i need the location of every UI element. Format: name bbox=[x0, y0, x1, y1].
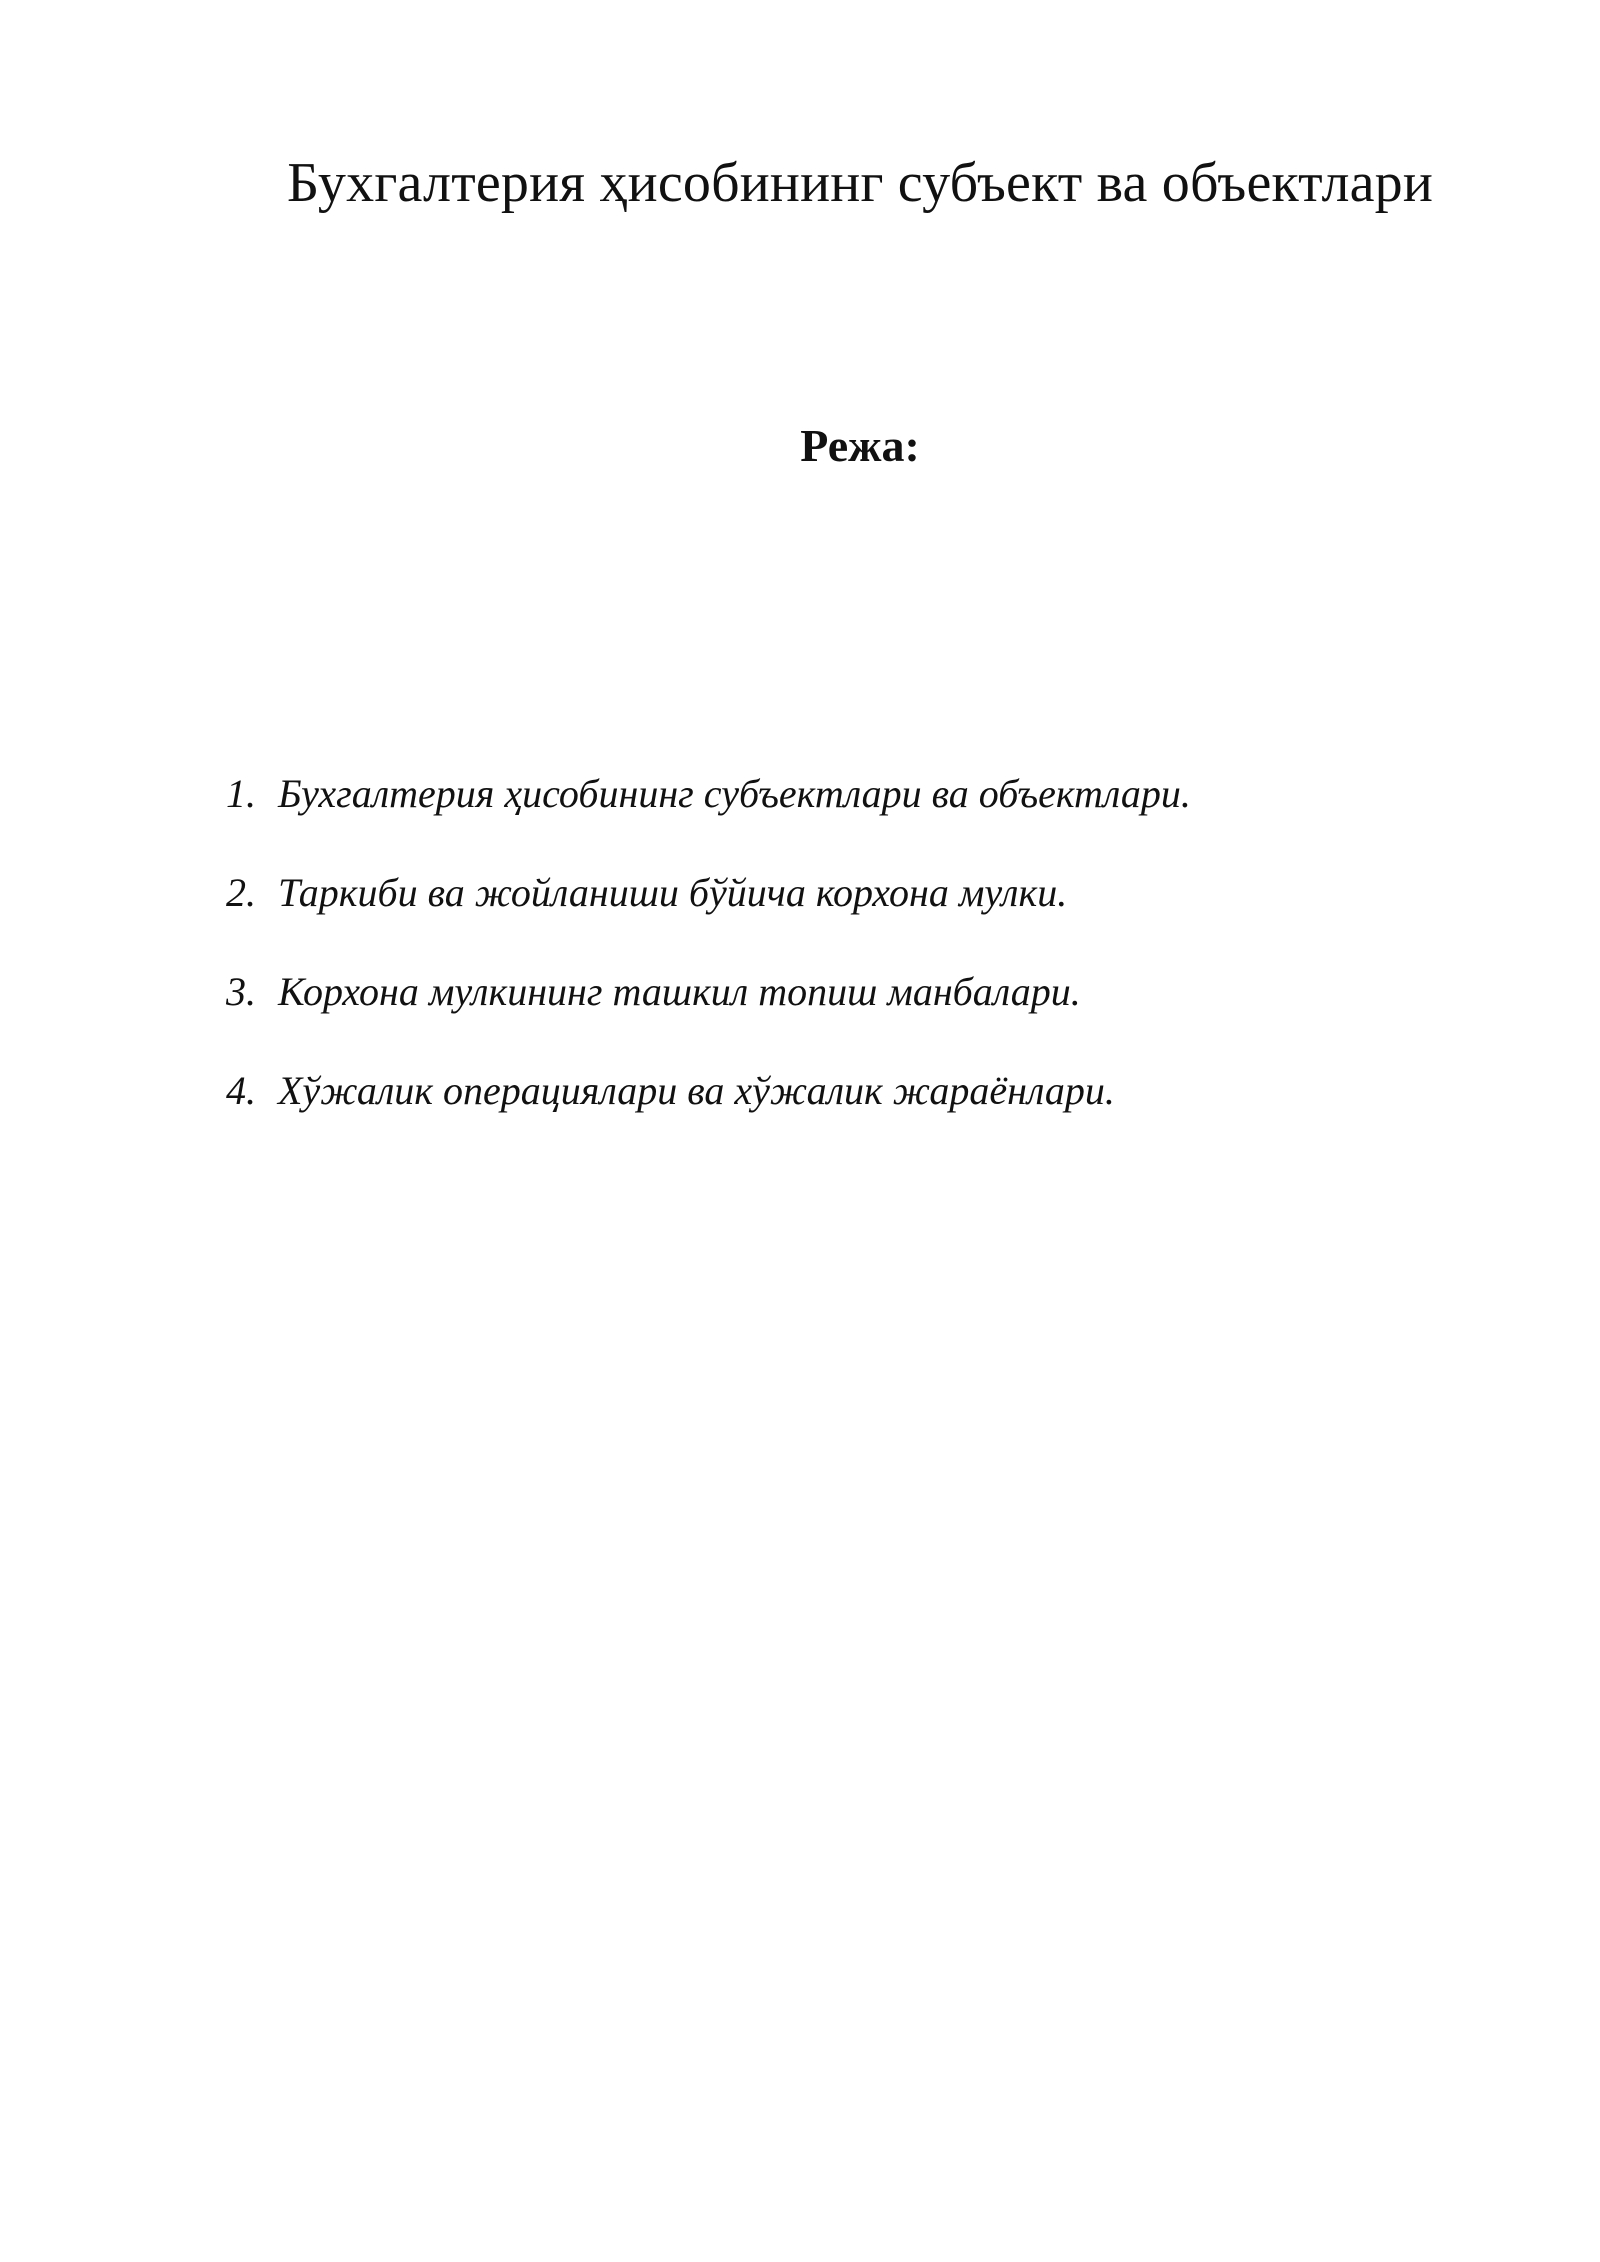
list-item-text: Таркиби ва жойланиши бўйича корхона мулки. bbox=[278, 870, 1068, 915]
document-title: Бухгалтерия ҳисобининг субъект ва объектлари bbox=[286, 152, 1434, 214]
list-item-number: 1. bbox=[226, 771, 256, 816]
list-item-text: Бухгалтерия ҳисобининг субъектлари ва объектлари. bbox=[278, 771, 1191, 816]
list-item bbox=[226, 1067, 1191, 1115]
list-item-number: 2. bbox=[226, 870, 256, 915]
list-item-text: Хўжалик операциялари ва хўжалик жараёнлари. bbox=[278, 1068, 1115, 1113]
list-item bbox=[226, 869, 1191, 917]
list-item-number: 3. bbox=[226, 969, 256, 1014]
list-item-text: Корхона мулкининг ташкил топиш манбалари. bbox=[278, 969, 1081, 1014]
list-item-number: 4. bbox=[226, 1068, 256, 1113]
list-item bbox=[226, 968, 1191, 1016]
plan-list bbox=[226, 770, 1191, 1166]
list-item bbox=[226, 770, 1191, 818]
plan-heading: Режа: bbox=[800, 420, 920, 471]
